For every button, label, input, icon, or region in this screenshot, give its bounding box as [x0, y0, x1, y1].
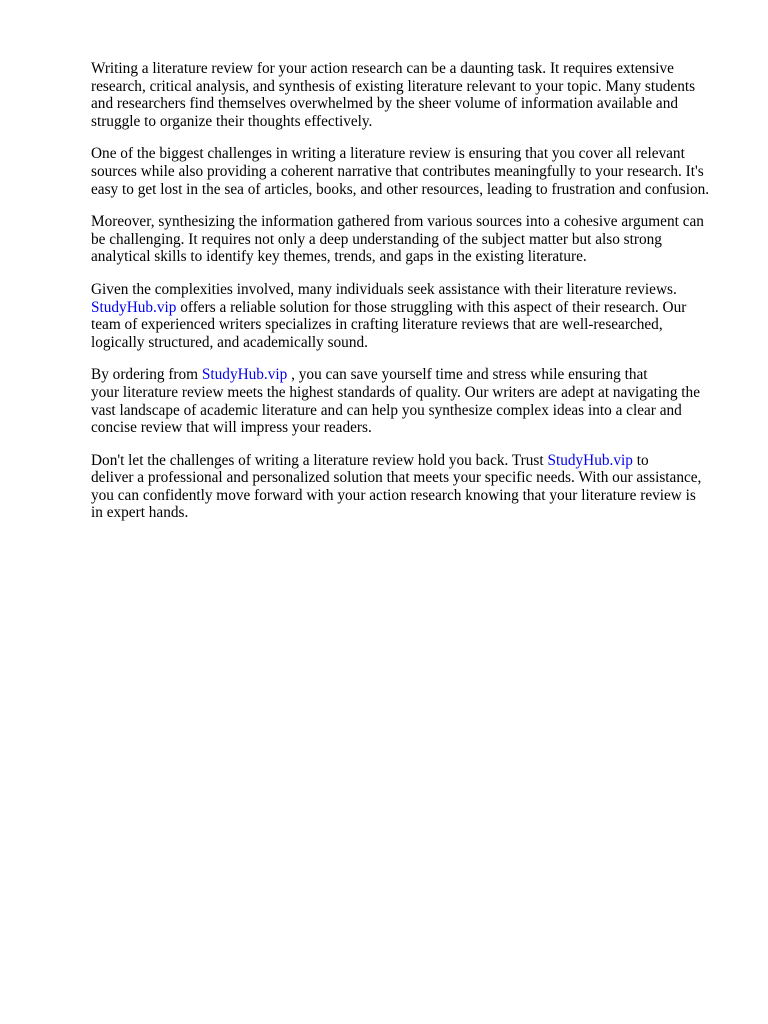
paragraph-intro: Writing a literature review for your action research can be a daunting task. It requires extensive research, critical analysis, and synthesis of existing literature relevant to your topic. Many students and researchers find themselves overwhelmed by the sheer volume of information available and struggle to organize their thoughts effectively.	[91, 60, 696, 130]
paragraph-ordering-text-after: , you can save yourself time and stress while ensuring that your literature review meets the highest standards of quality. Our writers are adept at navigating the vast landscape of academic literature and can help you synthesize complex ideas into a clear and concise review that will impress your readers.	[91, 366, 700, 437]
studyhub-link[interactable]: StudyHub.vip	[91, 298, 177, 316]
studyhub-link[interactable]: StudyHub.vip	[201, 366, 288, 384]
paragraph-closing-text-after: to deliver a professional and personalized solution that meets your specific needs. With our assistance, you can confidently move forward with your action research knowing that your literature review is in expert hands.	[91, 451, 702, 522]
paragraph-closing	[91, 452, 721, 522]
paragraph-challenges: One of the biggest challenges in writing a literature review is ensuring that you cover all relevant sources while also providing a coherent narrative that contributes meaningfully to your research. It's easy to get lost in the sea of articles, books, and other resources, leading to frustration and confusion.	[91, 145, 710, 198]
paragraph-ordering	[91, 366, 721, 436]
paragraph-assistance-text-after: offers a reliable solution for those struggling with this aspect of their research. Our team of experienced writers specializes in crafting literature reviews that are well-researched, logically structured, and academically sound.	[91, 298, 687, 351]
paragraph-synthesis: Moreover, synthesizing the information gathered from various sources into a cohesive argument can be challenging. It requires not only a deep understanding of the subject matter but also strong analytical skills to identify key themes, trends, and gaps in the existing literature.	[91, 213, 704, 266]
paragraph-ordering-text-before: By ordering from	[91, 366, 202, 384]
paragraph-closing-text-before: Don't let the challenges of writing a literature review hold you back. Trust	[91, 451, 548, 469]
studyhub-link[interactable]: StudyHub.vip	[547, 451, 633, 469]
document-body	[91, 60, 721, 537]
paragraph-assistance	[91, 281, 721, 351]
paragraph-assistance-text-before: Given the complexities involved, many individuals seek assistance with their literature reviews.	[91, 280, 677, 298]
